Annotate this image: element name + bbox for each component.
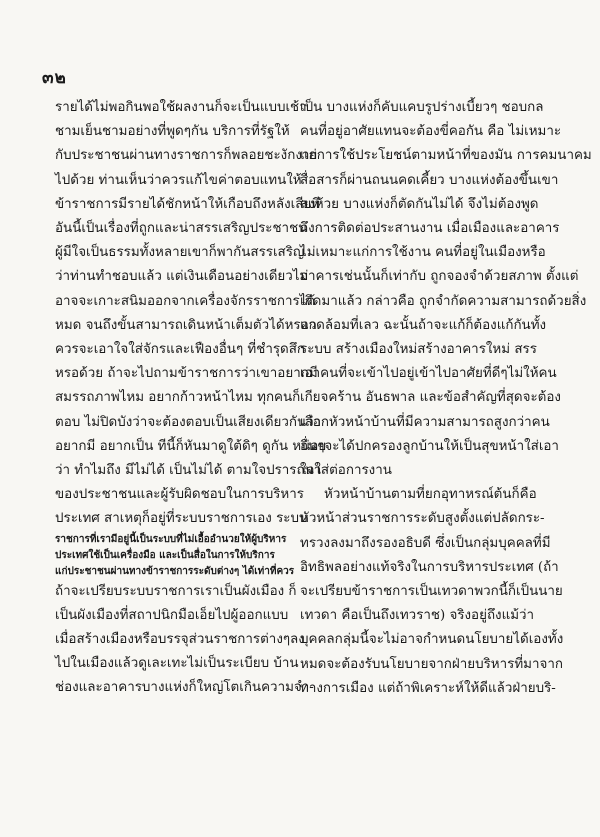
text-line: แวดล้อมที่เลว ฉะนั้นถ้าจะแก้ก็ต้องแก้กันทั้ง: [300, 317, 547, 333]
text-line: ไปในเมืองแล้วดูเละเทะไม่เป็นระเบียบ บ้าน: [55, 656, 299, 672]
text-line: ผู้มีใจเป็นธรรมทั้งหลายเขาก็พากันสรรเสริญ: [55, 245, 305, 261]
text-line: ชามเย็นชามอย่างที่พูดๆกัน บริการที่รัฐให้: [55, 124, 290, 140]
text-line: เกียจคร้าน อันธพาล และข้อสำคัญที่สุดจะต้อง: [300, 390, 561, 406]
paragraph-start-line: หัวหน้าบ้านตามที่ยกอุทาหรณ์ต้นก็คือ: [324, 487, 537, 503]
text-line: เลือกหัวหน้าบ้านที่มีความสามารถสูงกว่าคน: [300, 414, 550, 430]
text-line: ทรวงลงมาถึงรองอธิบดี ซึ่งเป็นกลุ่มบุคคลที่มี: [300, 535, 551, 551]
right-column: [300, 96, 592, 701]
text-line: กับประชาชนผ่านทางราชการก็พลอยชะงักงาย: [55, 148, 318, 164]
emphasis-line: ประเทศใช้เป็นเครื่องมือ และเป็นสื่อในการให้บริการ: [55, 549, 275, 561]
text-line: เทวดา คือเป็นถึงเทวราช) จริงอยู่ถึงแม้ว่า: [300, 608, 535, 624]
text-line: ถึงการติดต่อประสานงาน เมื่อเมืองและอาคาร: [300, 221, 560, 237]
text-line: ไปด้วย ท่านเห็นว่าควรแก้ไขค่าตอบแทนให้: [55, 172, 302, 188]
text-line: ตอบ ไม่ปิดบังว่าจะต้องตอบเป็นเสียงเดียวกันว่า: [55, 414, 322, 430]
text-line: อื่นๆจะได้ปกครองลูกบ้านให้เป็นสุขหน้าใส่เอา: [300, 438, 559, 454]
text-line: ถ้าจะเปรียบระบบราชการเราเป็นผังเมือง ก็: [55, 583, 297, 599]
text-line: ว่า ทำไมถึง มีไม่ได้ เป็นไม่ได้ ตามใจปรารถนา: [55, 463, 322, 479]
text-line: คนที่อยู่อาศัยแทนจะต้องขี่คอกัน คือ ไม่เหมาะ: [300, 124, 562, 140]
text-line: อิทธิพลอย่างแท้จริงในการบริหารประเทศ (ถ้า: [300, 559, 559, 575]
text-line: ของประชาชนและผู้รับผิดชอบในการบริหาร: [55, 487, 304, 503]
text-line: จะเปรียบข้าราชการเป็นเทวดาพวกนี้ก็เป็นนาย: [300, 584, 563, 600]
text-line: หัวหน้าส่วนราชการระดับสูงตั้งแต่ปลัดกระ-: [300, 511, 545, 527]
page-number: ๓๒: [42, 68, 67, 88]
text-line: หรอด้วย ถ้าจะไปถามข้าราชการว่าเขาอยากมี: [55, 366, 318, 382]
text-line: รายได้ไม่พอกินพอใช้ผลงานก็จะเป็นแบบเช้า: [55, 100, 307, 115]
text-line: ว่าท่านทำชอบแล้ว แต่เงินเดือนอย่างเดียวไม่: [55, 269, 309, 285]
text-line: เกิดมาแล้ว กล่าวคือ ถูกจำกัดความสามารถด้วยสิ่ง: [300, 293, 587, 309]
text-line: ช่องและอาคารบางแห่งก็ใหญ่โตเกินความจำ-: [55, 680, 314, 696]
text-line: ใจใส่ต่อการงาน: [300, 463, 392, 479]
text-line: สื่อสารก็ผ่านถนนคดเคี้ยว บางแห่งต้องขึ้นเขา: [300, 172, 559, 188]
text-line: หมด จนถึงขั้นสามารถเดินหน้าเต็มตัวได้หรอก: [55, 317, 317, 333]
text-line: อาจจะเกาะสนิมออกจากเครื่องจักรราชการได้: [55, 293, 316, 309]
text-line: บุคคลกลุ่มนี้จะไม่อาจกำหนดนโยบายได้เองทั้ง: [300, 632, 564, 648]
text-line: ระบบ สร้างเมืองใหม่สร้างอาคารใหม่ สรร: [300, 342, 537, 358]
text-line: เป็นผังเมืองที่สถาปนิกมือเอ็ยไปผู้ออกแบบ: [55, 607, 289, 623]
text-line: อาคารเช่นนั้นก็เท่ากับ ถูกจองจำด้วยสภาพ ตั้งแต่: [300, 269, 579, 285]
text-line: สมรรถภาพไหม อยากก้าวหน้าไหม ทุกคนก็: [55, 390, 301, 406]
text-line: ทางการเมือง แต่ถ้าพิเคราะห์ให้ดีแล้วฝ่ายบริ-: [300, 680, 556, 696]
text-line: ข้าราชการมีรายได้ชักหน้าให้เกือบถึงหลังเสียที: [55, 196, 321, 212]
left-column: [55, 96, 327, 701]
text-line: เมื่อสร้างเมืองหรือบรรจุส่วนราชการต่างๆลง: [55, 632, 305, 648]
text-line: ลงห้วย บางแห่งก็ตัดกันไม่ได้ จึงไม่ต้องพูด: [300, 196, 539, 212]
text-line: ควรจะเอาใจใส่จักรและเฟืองอื่นๆ ที่ชำรุดสึก: [55, 342, 306, 358]
text-line: หมดจะต้องรับนโยบายจากฝ่ายบริหารที่มาจาก: [300, 656, 563, 672]
text-line: เป็น บางแห่งก็คับแคบรูปร่างเบี้ยวๆ ชอบกล: [300, 100, 544, 115]
text-line: ประเทศ สาเหตุก็อยู่ที่ระบบราชการเอง ระบบ: [55, 511, 308, 527]
text-line: อยากมี อยากเป็น ทีนี้ก็หันมาดูใต้ดิๆ ดูกัน หน่อย: [55, 438, 327, 454]
text-line: อันนี้เป็นเรื่องที่ถูกและน่าสรรเสริญประชาชน: [55, 221, 308, 237]
emphasis-line: ราชการที่เรามีอยู่นี้เป็นระบบที่ไม่เอื้ออำนวยให้ผู้บริหาร: [55, 533, 287, 545]
text-line: แก่การใช้ประโยชน์ตามหน้าที่ของมัน การคมนาคม: [300, 148, 592, 164]
text-line: ไม่เหมาะแก่การใช้งาน คนที่อยู่ในเมืองหรือ: [300, 245, 546, 261]
emphasis-line: แก่ประชาชนผ่านทางข้าราชการระดับต่างๆ ได้เท่าที่ควร: [55, 565, 295, 577]
text-line: เอาคนที่จะเข้าไปอยู่เข้าไปอาศัยที่ดีๆไม่ให้คน: [300, 366, 557, 382]
